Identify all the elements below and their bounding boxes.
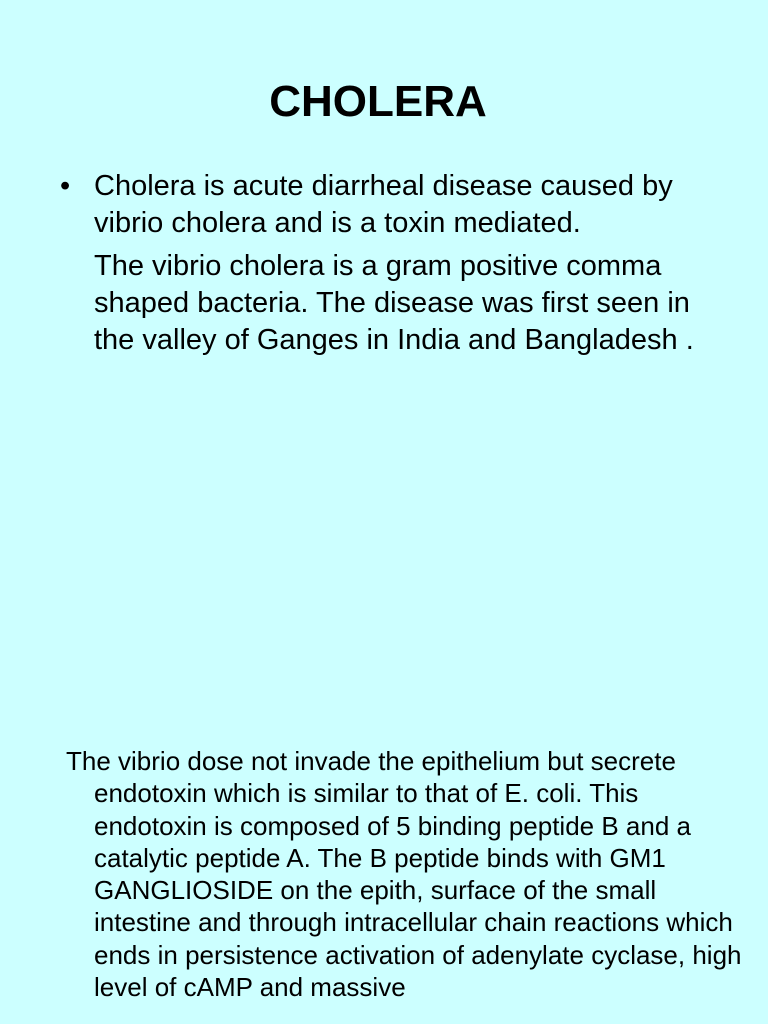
- bullet-item: [60, 168, 710, 242]
- bullet-continuation-paragraph: The vibrio cholera is a gram positive comma shaped bacteria. The disease was first seen in the valley of Ganges in India and Bangladesh .: [94, 250, 694, 356]
- bullet-text: Cholera is acute diarrheal disease caused by vibrio cholera and is a toxin mediated.: [94, 170, 673, 239]
- slide-title: CHOLERA: [269, 77, 487, 126]
- bullet-mark: •: [60, 170, 71, 202]
- bullet-block: [60, 168, 710, 359]
- lower-paragraph: The vibrio dose not invade the epithelium but secrete endotoxin which is similar to that of E. coli. This endotoxin is composed of 5 binding peptide B and a catalytic peptide A. The B peptide binds with GM1 GANGLIOSIDE on the epith, surface of the small intestine and through intracellular chain reactions which ends in persistence activation of adenylate cyclase, high level of cAMP and massive: [66, 746, 742, 1003]
